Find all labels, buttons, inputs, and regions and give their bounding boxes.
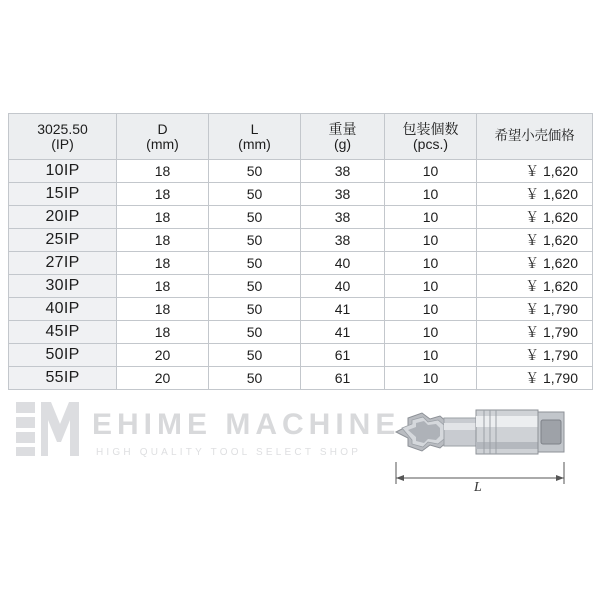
cell-price: ￥ 1,790	[477, 344, 593, 367]
cell-price: ￥ 1,620	[477, 252, 593, 275]
cell-price: ￥ 1,620	[477, 275, 593, 298]
header-d	[117, 114, 209, 160]
cell-d: 18	[117, 160, 209, 183]
cell-model: 40IP	[9, 298, 117, 321]
header-price	[477, 114, 593, 160]
cell-d: 18	[117, 183, 209, 206]
cell-weight: 41	[301, 298, 385, 321]
cell-d: 18	[117, 275, 209, 298]
header-l-line1: L	[250, 120, 259, 137]
cell-pack: 10	[385, 344, 477, 367]
cell-d: 20	[117, 344, 209, 367]
cell-l: 50	[209, 275, 301, 298]
table-row	[9, 252, 593, 275]
cell-model: 20IP	[9, 206, 117, 229]
cell-d: 18	[117, 252, 209, 275]
header-row	[9, 114, 593, 160]
header-weight-line1: 重量	[328, 120, 357, 137]
cell-model: 30IP	[9, 275, 117, 298]
cell-weight: 38	[301, 229, 385, 252]
header-model	[9, 114, 117, 160]
cell-model: 55IP	[9, 367, 117, 390]
header-weight-line2: (g)	[333, 135, 352, 152]
table-row	[9, 183, 593, 206]
cell-d: 18	[117, 206, 209, 229]
cell-model: 45IP	[9, 321, 117, 344]
logo-tagline-text: HIGH QUALITY TOOL SELECT SHOP	[96, 447, 362, 458]
spec-table-header	[9, 114, 593, 160]
cell-model: 27IP	[9, 252, 117, 275]
cell-model: 50IP	[9, 344, 117, 367]
cell-weight: 40	[301, 252, 385, 275]
cell-price: ￥ 1,620	[477, 229, 593, 252]
cell-weight: 38	[301, 160, 385, 183]
cell-pack: 10	[385, 252, 477, 275]
cell-pack: 10	[385, 206, 477, 229]
header-l	[209, 114, 301, 160]
cell-weight: 61	[301, 344, 385, 367]
cell-l: 50	[209, 344, 301, 367]
spec-table-body	[9, 160, 593, 390]
cell-weight: 40	[301, 275, 385, 298]
cell-pack: 10	[385, 183, 477, 206]
cell-price: ￥ 1,620	[477, 183, 593, 206]
cell-l: 50	[209, 298, 301, 321]
table-row	[9, 344, 593, 367]
table-row	[9, 206, 593, 229]
cell-model: 15IP	[9, 183, 117, 206]
spec-table-container	[8, 113, 592, 390]
cell-d: 18	[117, 229, 209, 252]
cell-pack: 10	[385, 229, 477, 252]
cell-d: 20	[117, 367, 209, 390]
table-row	[9, 367, 593, 390]
table-row	[9, 298, 593, 321]
cell-l: 50	[209, 183, 301, 206]
cell-price: ￥ 1,790	[477, 298, 593, 321]
cell-l: 50	[209, 367, 301, 390]
logo-brand-text: EHIME MACHINE	[92, 408, 401, 441]
product-diagram	[378, 392, 584, 502]
ehime-machine-logo	[14, 400, 401, 475]
header-d-line1: D	[157, 120, 168, 137]
cell-l: 50	[209, 206, 301, 229]
cell-l: 50	[209, 160, 301, 183]
cell-pack: 10	[385, 160, 477, 183]
header-weight	[301, 114, 385, 160]
cell-pack: 10	[385, 367, 477, 390]
cell-weight: 38	[301, 206, 385, 229]
table-row	[9, 275, 593, 298]
cell-pack: 10	[385, 321, 477, 344]
em-monogram-icon	[16, 402, 82, 456]
cell-pack: 10	[385, 275, 477, 298]
header-model-line1: 3025.50	[37, 120, 88, 137]
header-l-line2: (mm)	[238, 135, 271, 152]
header-price-line1: 希望小売価格	[494, 128, 575, 144]
header-model-line2: (IP)	[51, 135, 74, 152]
cell-l: 50	[209, 229, 301, 252]
cell-model: 25IP	[9, 229, 117, 252]
cell-model: 10IP	[9, 160, 117, 183]
torx-tip	[396, 413, 448, 451]
table-row	[9, 229, 593, 252]
header-pack-line1: 包装個数	[402, 120, 459, 137]
cell-l: 50	[209, 321, 301, 344]
table-row	[9, 160, 593, 183]
cell-pack: 10	[385, 298, 477, 321]
cell-d: 18	[117, 298, 209, 321]
cell-price: ￥ 1,620	[477, 206, 593, 229]
cell-price: ￥ 1,790	[477, 321, 593, 344]
header-pack	[385, 114, 477, 160]
cell-l: 50	[209, 252, 301, 275]
table-row	[9, 321, 593, 344]
cell-price: ￥ 1,790	[477, 367, 593, 390]
dimension-label-L: L	[474, 480, 482, 495]
cell-weight: 61	[301, 367, 385, 390]
cell-price: ￥ 1,620	[477, 160, 593, 183]
spec-table	[8, 113, 593, 390]
cell-weight: 38	[301, 183, 385, 206]
cell-d: 18	[117, 321, 209, 344]
header-pack-line2: (pcs.)	[413, 135, 448, 152]
header-d-line2: (mm)	[146, 135, 179, 152]
cell-weight: 41	[301, 321, 385, 344]
